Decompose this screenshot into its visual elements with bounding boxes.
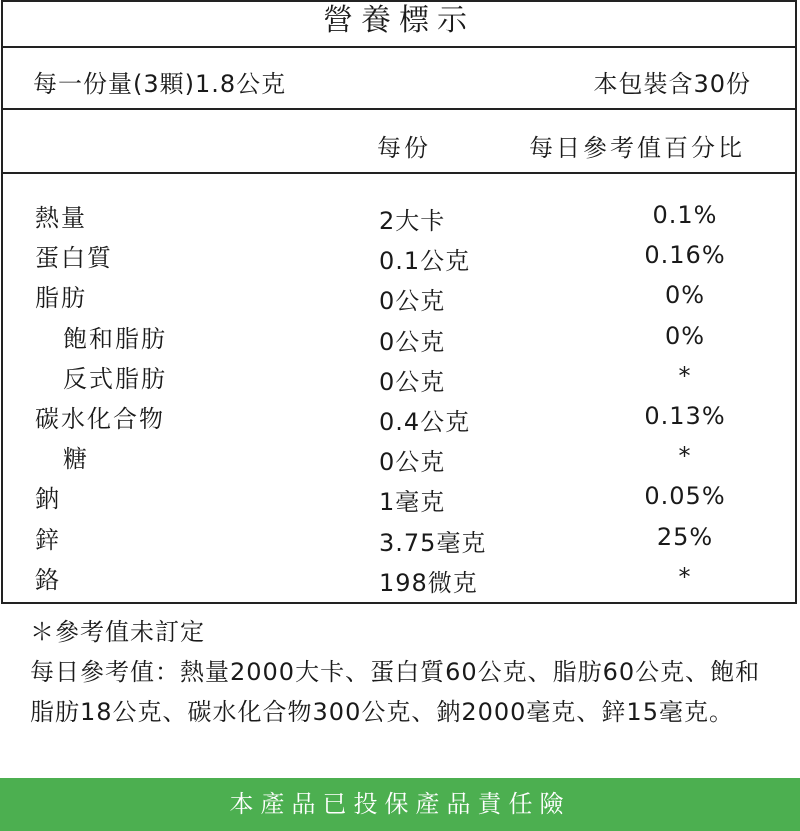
insurance-banner: 本產品已投保產品責任險 xyxy=(0,778,800,831)
nutrient-daily-percent: 0.05% xyxy=(644,482,726,511)
nutrient-daily-percent: 25% xyxy=(656,522,714,551)
nutrient-row xyxy=(3,439,795,479)
serving-size: 每一份量(3顆)1.8公克 xyxy=(33,70,287,98)
divider xyxy=(3,108,795,110)
nutrient-daily-percent: * xyxy=(678,361,692,390)
nutrient-name: 熱量 xyxy=(35,204,87,232)
notes xyxy=(30,612,780,732)
nutrient-row xyxy=(3,198,795,238)
nutrient-row xyxy=(3,479,795,519)
nutrient-row xyxy=(3,520,795,560)
nutrient-amount: 198微克 xyxy=(379,568,478,597)
divider xyxy=(3,46,795,48)
nutrient-daily-percent: 0.1% xyxy=(652,201,718,229)
nutrient-daily-percent: 0% xyxy=(664,281,706,310)
servings-per-package: 本包裝含30份 xyxy=(593,70,751,98)
nutrient-amount: 1毫克 xyxy=(379,488,446,517)
nutrient-table xyxy=(3,198,795,600)
undetermined-note: ＊參考值未訂定 xyxy=(30,618,205,646)
nutrient-row xyxy=(3,278,795,318)
divider xyxy=(3,172,795,174)
nutrient-daily-percent: * xyxy=(678,442,692,471)
nutrient-daily-percent: 0% xyxy=(664,321,706,350)
nutrient-amount: 0公克 xyxy=(379,367,446,396)
nutrient-daily-percent: 0.16% xyxy=(644,241,726,270)
nutrient-name: 鈉 xyxy=(35,485,61,514)
nutrient-name: 碳水化合物 xyxy=(35,404,165,433)
nutrient-name: 蛋白質 xyxy=(35,244,113,273)
nutrient-amount: 0公克 xyxy=(379,448,446,477)
nutrient-name: 飽和脂肪 xyxy=(63,324,167,353)
nutrient-name: 脂肪 xyxy=(35,284,87,313)
label-title: 營養標示 xyxy=(323,3,475,38)
nutrient-row xyxy=(3,359,795,399)
nutrient-amount: 0.1公克 xyxy=(379,247,471,276)
nutrient-name: 糖 xyxy=(63,445,89,474)
nutrient-name: 鉻 xyxy=(35,565,61,594)
nutrient-amount: 0公克 xyxy=(379,327,446,356)
daily-reference-note: 每日參考值：熱量2000大卡、蛋白質60公克、脂肪60公克、飽和脂肪18公克、碳水化合物300公克、鈉2000毫克、鋅15毫克。 xyxy=(30,658,761,726)
nutrient-amount: 0.4公克 xyxy=(379,407,471,436)
nutrient-name: 反式脂肪 xyxy=(63,364,167,393)
nutrient-row xyxy=(3,238,795,278)
nutrient-daily-percent: * xyxy=(678,562,692,591)
column-header-per-serving: 每份 xyxy=(377,134,431,162)
nutrient-amount: 0公克 xyxy=(379,287,446,316)
nutrient-row xyxy=(3,319,795,359)
nutrition-label xyxy=(1,0,797,604)
nutrient-row xyxy=(3,399,795,439)
nutrient-name: 鋅 xyxy=(35,525,61,554)
column-header-daily-value: 每日參考值百分比 xyxy=(529,134,745,162)
nutrient-amount: 2大卡 xyxy=(379,207,446,235)
nutrient-daily-percent: 0.13% xyxy=(644,401,726,430)
nutrient-row xyxy=(3,560,795,600)
nutrient-amount: 3.75毫克 xyxy=(379,528,487,557)
